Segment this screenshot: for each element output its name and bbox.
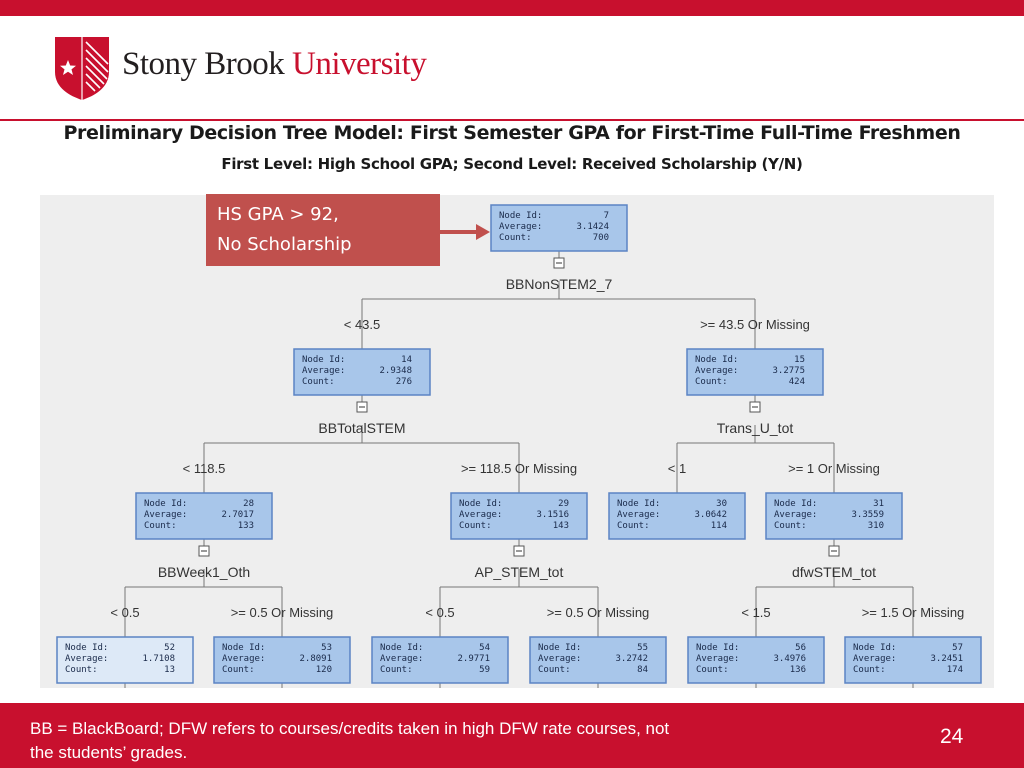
node-field-label: Average: xyxy=(499,222,543,232)
node-field-value: 3.3559 xyxy=(851,510,884,520)
callout-arrow xyxy=(440,222,492,242)
node-field-value: 143 xyxy=(552,521,569,531)
node-field-value: 3.2742 xyxy=(615,654,648,664)
branch-label: >= 118.5 Or Missing xyxy=(460,461,578,476)
callout-line-1: HS GPA > 92, xyxy=(217,204,339,225)
branch-label: < 118.5 xyxy=(182,461,226,476)
node-field-label: Average: xyxy=(774,510,818,520)
node-field-label: Count: xyxy=(144,521,177,531)
branch-label: < 1.5 xyxy=(741,605,771,620)
branch-label: >= 1.5 Or Missing xyxy=(861,605,965,620)
node-field-label: Node Id: xyxy=(65,643,109,653)
node-field-value: 84 xyxy=(637,665,648,675)
branch-label: < 43.5 xyxy=(343,317,381,332)
node-field-value: 424 xyxy=(788,377,805,387)
node-field-value: 136 xyxy=(789,665,806,675)
node-field-label: Node Id: xyxy=(499,211,543,221)
node-field-value: 29 xyxy=(558,499,569,509)
node-field-label: Count: xyxy=(774,521,807,531)
branch-label: < 0.5 xyxy=(425,605,455,620)
node-field-value: 120 xyxy=(315,665,332,675)
node-field-label: Average: xyxy=(853,654,897,664)
node-field-value: 30 xyxy=(716,499,727,509)
node-field-label: Node Id: xyxy=(696,643,740,653)
split-variable-label: BBTotalSTEM xyxy=(318,420,406,436)
node-field-label: Node Id: xyxy=(774,499,818,509)
university-wordmark xyxy=(122,46,426,83)
node-field-value: 2.9771 xyxy=(457,654,490,664)
wordmark-stony-brook: Stony Brook xyxy=(122,46,285,82)
node-field-label: Node Id: xyxy=(617,499,661,509)
wordmark-university: University xyxy=(292,46,427,82)
node-field-value: 59 xyxy=(479,665,490,675)
node-field-label: Node Id: xyxy=(853,643,897,653)
node-field-value: 31 xyxy=(873,499,884,509)
split-variable-label: Trans_U_tot xyxy=(716,420,794,436)
node-field-label: Average: xyxy=(65,654,109,664)
branch-label: >= 1 Or Missing xyxy=(788,461,880,476)
node-field-value: 53 xyxy=(321,643,332,653)
node-field-label: Average: xyxy=(696,654,740,664)
node-field-label: Average: xyxy=(144,510,188,520)
node-field-value: 3.2775 xyxy=(772,366,805,376)
node-field-label: Count: xyxy=(695,377,728,387)
node-field-label: Count: xyxy=(617,521,650,531)
branch-label: < 1 xyxy=(667,461,687,476)
node-field-value: 1.7108 xyxy=(142,654,175,664)
node-field-value: 14 xyxy=(401,355,412,365)
page-number: 24 xyxy=(940,725,964,748)
slide-title: Preliminary Decision Tree Model: First Semester GPA for First-Time Full-Time Freshmen xyxy=(63,122,961,144)
node-field-label: Count: xyxy=(853,665,886,675)
node-field-value: 55 xyxy=(637,643,648,653)
node-field-value: 54 xyxy=(479,643,490,653)
node-field-value: 28 xyxy=(243,499,254,509)
node-field-label: Count: xyxy=(222,665,255,675)
node-field-value: 3.1516 xyxy=(536,510,569,520)
node-field-value: 3.0642 xyxy=(694,510,727,520)
top-red-bar xyxy=(0,0,1024,16)
node-field-label: Count: xyxy=(65,665,98,675)
node-field-value: 114 xyxy=(710,521,727,531)
node-field-value: 700 xyxy=(592,233,609,243)
callout-line-2: No Scholarship xyxy=(217,234,352,255)
header-divider xyxy=(0,119,1024,121)
node-field-value: 2.8091 xyxy=(299,654,332,664)
slide-subtitle: First Level: High School GPA; Second Level: Received Scholarship (Y/N) xyxy=(221,155,803,173)
split-variable-label: AP_STEM_tot xyxy=(474,564,564,580)
node-field-value: 3.2451 xyxy=(930,654,963,664)
split-variable-label: BBNonSTEM2_7 xyxy=(505,276,613,292)
node-field-value: 7 xyxy=(603,211,609,221)
node-field-value: 2.7017 xyxy=(221,510,254,520)
node-field-value: 3.1424 xyxy=(576,222,609,232)
node-field-label: Node Id: xyxy=(380,643,424,653)
node-field-label: Average: xyxy=(380,654,424,664)
node-field-value: 310 xyxy=(867,521,884,531)
node-field-value: 15 xyxy=(794,355,805,365)
decision-tree-diagram xyxy=(40,195,994,688)
branch-label: >= 0.5 Or Missing xyxy=(546,605,650,620)
node-field-label: Average: xyxy=(459,510,503,520)
node-field-value: 174 xyxy=(946,665,963,675)
node-field-value: 56 xyxy=(795,643,806,653)
node-field-label: Node Id: xyxy=(222,643,266,653)
branch-label: >= 0.5 Or Missing xyxy=(230,605,334,620)
node-field-label: Count: xyxy=(538,665,571,675)
node-field-label: Node Id: xyxy=(144,499,188,509)
node-field-label: Average: xyxy=(617,510,661,520)
node-field-label: Node Id: xyxy=(459,499,503,509)
node-field-label: Count: xyxy=(696,665,729,675)
decision-tree-panel xyxy=(40,195,994,688)
node-field-label: Count: xyxy=(302,377,335,387)
node-field-value: 276 xyxy=(395,377,412,387)
node-field-value: 13 xyxy=(164,665,175,675)
footer-bar xyxy=(0,703,1024,768)
callout-box xyxy=(206,194,440,266)
node-field-label: Node Id: xyxy=(302,355,346,365)
node-field-label: Count: xyxy=(459,521,492,531)
split-variable-label: BBWeek1_Oth xyxy=(157,564,251,580)
university-shield-logo xyxy=(52,34,112,102)
node-field-value: 57 xyxy=(952,643,963,653)
split-variable-label: dfwSTEM_tot xyxy=(791,564,877,580)
footer-note: BB = BlackBoard; DFW refers to courses/credits taken in high DFW rate courses, not the students’ grades. xyxy=(30,719,670,762)
node-field-label: Count: xyxy=(380,665,413,675)
node-field-label: Average: xyxy=(538,654,582,664)
node-field-value: 52 xyxy=(164,643,175,653)
node-field-label: Average: xyxy=(695,366,739,376)
node-field-label: Average: xyxy=(222,654,266,664)
node-field-value: 2.9348 xyxy=(379,366,412,376)
node-field-value: 3.4976 xyxy=(773,654,806,664)
node-field-label: Count: xyxy=(499,233,532,243)
node-field-label: Node Id: xyxy=(538,643,582,653)
node-field-value: 133 xyxy=(237,521,254,531)
branch-label: >= 43.5 Or Missing xyxy=(700,317,810,332)
node-field-label: Node Id: xyxy=(695,355,739,365)
branch-label: < 0.5 xyxy=(110,605,140,620)
node-field-label: Average: xyxy=(302,366,346,376)
